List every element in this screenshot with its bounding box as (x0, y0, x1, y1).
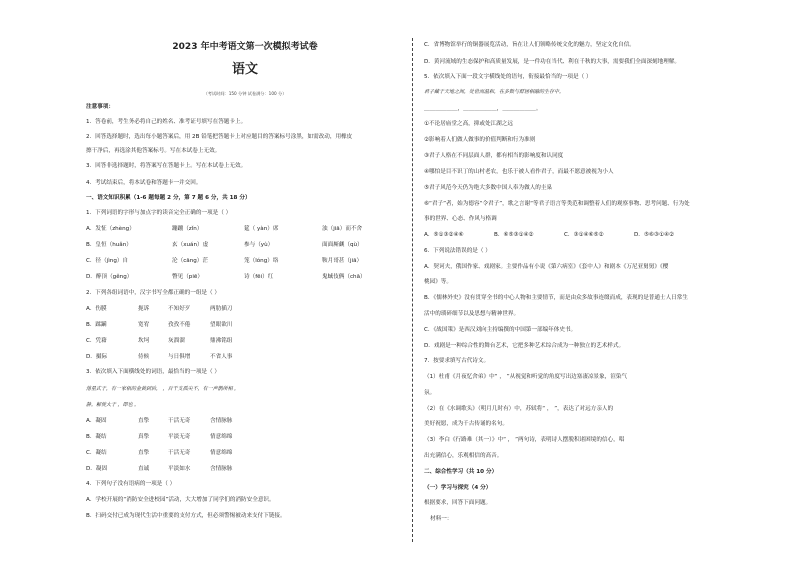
option-text: 望眼欲川 (210, 322, 233, 328)
exam-title: 2023 年中考语文第一次模拟考试卷 (172, 42, 318, 52)
q6-option-a-cont: 桃园》等。 (424, 279, 452, 285)
option-text: D．醉顶（gěng） (86, 274, 133, 280)
q4-option-c: C．省博物馆举行的铜器展览活动，旨在让人们领略传统文化的魅力，坚定文化自信。 (424, 42, 635, 48)
q5-sentence: ③君子人格在不同层面人群，都有相当的影响度和认同度 (424, 153, 564, 159)
option-text: 直挚 (138, 418, 150, 424)
q4-option-b: B．扫码交付已成为现代生活中重要的支付方式，但必须警惕被动来支付下链接。 (86, 513, 286, 519)
option-text: 鞍月哥甚（jiā） (322, 258, 363, 264)
option-text: 直挚 (138, 450, 150, 456)
option-text: B．蹂躏 (86, 322, 107, 328)
q4-option-d: D．黄河流域的生态保护和高质量发展，是一件功在当代、利在千秋的大事，需要我们全面深刻地理解。 (424, 59, 681, 65)
q5-sentence: ①不论居庙堂之高，抑或处江湖之远 (424, 121, 513, 127)
option-text: 瞥见（piē） (172, 274, 203, 280)
q3-option-a (86, 418, 404, 425)
q3-passage: 静。解使大于 ，即也 。 (86, 402, 140, 408)
option-text: 含情脉脉 (210, 418, 233, 424)
option-text: 不省人事 (210, 354, 233, 360)
q6-option-b: B．《儒林外史》没有贯穿全书的中心人物和主要情节，而是由众多故事连缀而成，表现的是普通士人日常生 (424, 295, 688, 301)
option-text: 平淡如水 (168, 466, 191, 472)
left-column (86, 0, 404, 562)
q5-sentence: ②影响着人们做人做事的价值判断和行为准则 (424, 137, 536, 143)
option-text: C．径（jìng）自 (86, 258, 129, 264)
option-text: 参与（yù） (244, 242, 274, 248)
option-text: 平淡无奇 (168, 434, 191, 440)
q1-option-a (86, 226, 404, 233)
notes-heading: 注意事项： (86, 104, 114, 110)
column-divider (412, 38, 413, 542)
option-text: D．⑤⑥③①④② (634, 232, 674, 238)
exam-info: （考试时间：150 分钟 试卷满分：100 分） (203, 91, 287, 96)
q7-part-3: （3）李白《行路难（其一）》中“ ， ”两句诗，表明诗人摆脱积诸困境的信心，唱 (424, 437, 625, 443)
q7-part-3-cont: 出充满信心，乐观相信的高音。 (424, 453, 503, 459)
note-item: 1．答卷前，考生务必将自己的姓名、准考证号填写在答题卡上。 (86, 119, 247, 125)
note-item: 2．回答选择题时，选出每小题答案后，用 2B 铅笔把答题卡上对应题目的答案标号涂黑，如需改动，用橡皮 (86, 134, 353, 140)
option-text: D．摄际 (86, 354, 108, 360)
q3-option-c (86, 450, 404, 457)
note-item: 3．回答非选择题时，将答案写在答题卡上。写在本试卷上无效。 (86, 163, 247, 169)
subsection-heading: （一）学习与探究（4 分） (424, 485, 492, 491)
question-3: 3．依次填入下面横线处的词语，最恰当的一项是（ ） (86, 369, 220, 375)
section-heading: 二、综合性学习（共 10 分） (424, 469, 498, 475)
option-text: 情意绵绵 (210, 434, 233, 440)
q5-blanks: ＿＿＿＿＿＿，＿＿＿＿＿＿，＿＿＿＿＿＿。 (424, 106, 542, 112)
question-1: 1．下列词语的字形与加点字的读音完全正确的一项是（ ） (86, 210, 232, 216)
option-text: A．发怔（zhèng） (86, 226, 135, 232)
question-6: 6．下列说法错误的是（ ） (424, 248, 491, 254)
option-text: 真挚 (138, 434, 150, 440)
q6-option-c: C．《战国策》是西汉刘向主持编撰的中国第一部编年体史书。 (424, 327, 577, 333)
note-item: 擦干净后，再选涂其他答案标号。写在本试卷上无效。 (86, 148, 221, 154)
q7-part-2-cont: 美好祝愿，成为千古传诵的名句。 (424, 421, 508, 427)
option-text: 蹦蹦（zǐn） (172, 226, 203, 232)
q5-sentence: ④哪怕是目不识丁的山村老农，也乐于被人看作君子，而最不愿意被视为小人 (424, 169, 614, 175)
option-text: A．⑤①③②④⑥ (424, 232, 464, 238)
q2-option-a (86, 306, 404, 313)
note-item: 4．考试结束后，将本试卷和答题卡一并交回。 (86, 180, 202, 186)
option-text: 鼎沸铭组 (210, 338, 233, 344)
option-text: C．③①④⑥⑤② (564, 232, 604, 238)
q5-sentence: ⑥“君子”者，始为德容“令君子”，歌之言谢“等君子语言等类范和调整着人们的观察事物、思考问题、行为处 (424, 201, 690, 207)
q1-option-d (86, 274, 404, 281)
q5-sentence: ⑤君子风范今天仍为绝大多数中国人奉为做人的圭臬 (424, 185, 553, 191)
q7-part-1-cont: 氛。 (424, 390, 436, 396)
q4-option-a: A．学校开展的“消防安全进校园”活动，大大增加了同学们的消防安全意识。 (86, 497, 275, 503)
option-text: C．凭藉 (86, 338, 107, 344)
q7-part-1: （1）杜甫《月夜忆舍弟》中“ ， ”从视觉和听觉的角度写出边塞凄凉景象，渲染气 (424, 374, 628, 380)
q1-option-b (86, 242, 404, 249)
option-text: 玄（xuán）虚 (172, 242, 209, 248)
q7-part-2: （2）在《水调歌头》（明月几时有）中，苏轼将“ ， ”，表达了对远方亲人的 (424, 406, 614, 412)
option-text: 不知好歹 (168, 306, 191, 312)
option-text: 筵（ yàn）席 (244, 226, 279, 232)
option-text: B．皇恒（huǎn） (86, 242, 132, 248)
option-text: 浊（jiā）而不舍 (322, 226, 363, 232)
option-text: 笼（lóng）络 (244, 258, 279, 264)
q3-option-b (86, 434, 404, 441)
option-text: 情意绵绵 (210, 450, 233, 456)
option-text: 侍候 (138, 354, 150, 360)
option-text: C．凝结 (86, 450, 107, 456)
option-text: 鬼蜮伎俩（chā） (322, 274, 366, 280)
option-text: 宽宥 (138, 322, 150, 328)
option-text: 扼诉 (138, 306, 150, 312)
option-text: 直诚 (138, 466, 150, 472)
q2-option-c (86, 338, 404, 345)
option-text: 含情脉脉 (210, 466, 233, 472)
q6-option-a: A．契诃夫，俄国作家、戏剧家。主要作品有小说《第六病室》《套中人》和剧本《万尼亚舅舅》《樱 (424, 264, 669, 270)
q5-sentence: 事的世界、心态、作风与格调 (424, 216, 497, 222)
option-text: 干活无奇 (168, 418, 191, 424)
question-5: 5．依次填入下面一段文字横线处的语句，衔接最恰当的一项是（ ） (424, 74, 592, 80)
option-text: 面面厮觑（qù） (322, 242, 363, 248)
q5-passage: 君子藏于天地之间，处世而温和，在多数与群居相融的生存中。 (424, 89, 565, 95)
material-label: 材料一： (430, 516, 453, 522)
q2-option-d (86, 354, 404, 361)
q2-option-b (86, 322, 404, 329)
q3-passage: 落星式于，有一家梧的金黄到后， ，百千支孤尖不，有一声鹊所相 ， (86, 386, 240, 392)
question-4: 4．下列句子没有语病的一项是（ ） (86, 481, 176, 487)
question-2: 2．下列各组词语中，汉字书写全都正确的一组是（ ） (86, 290, 220, 296)
subject-title: 语文 (231, 62, 258, 77)
option-text: A．伤膜 (86, 306, 107, 312)
q1-option-c (86, 258, 404, 265)
section-heading: 一、语文知识积累（1-6 题每题 2 分，第 7 题 6 分，共 18 分） (86, 195, 251, 201)
option-text: 孜孜不倦 (168, 322, 191, 328)
option-text: B．⑥⑤③①④② (494, 232, 534, 238)
option-text: 干活无奇 (168, 450, 191, 456)
right-column (424, 0, 764, 562)
q6-option-b-cont: 活中的琐碎细节以及思想与精神世界。 (424, 311, 520, 317)
option-text: 与日俱增 (168, 354, 191, 360)
option-text: 诗（fēi）红 (244, 274, 274, 280)
question-7: 7．按要求填写古代诗文。 (424, 358, 490, 364)
option-text: 两肋插刀 (210, 306, 233, 312)
option-text: A．凝固 (86, 418, 107, 424)
option-text: D．凝固 (86, 466, 108, 472)
instruction: 根据要求，回答下面问题。 (424, 500, 492, 506)
option-text: 坎坷 (138, 338, 150, 344)
q5-options (424, 232, 764, 239)
q3-option-d (86, 466, 404, 473)
q6-option-d: D．戏剧是一种综合性的舞台艺术，它把多种艺术综合成为一种独立的艺术样式。 (424, 343, 625, 349)
option-text: 灰溜溜 (168, 338, 185, 344)
option-text: 沦（cāng）茫 (172, 258, 208, 264)
option-text: B．凝结 (86, 434, 107, 440)
